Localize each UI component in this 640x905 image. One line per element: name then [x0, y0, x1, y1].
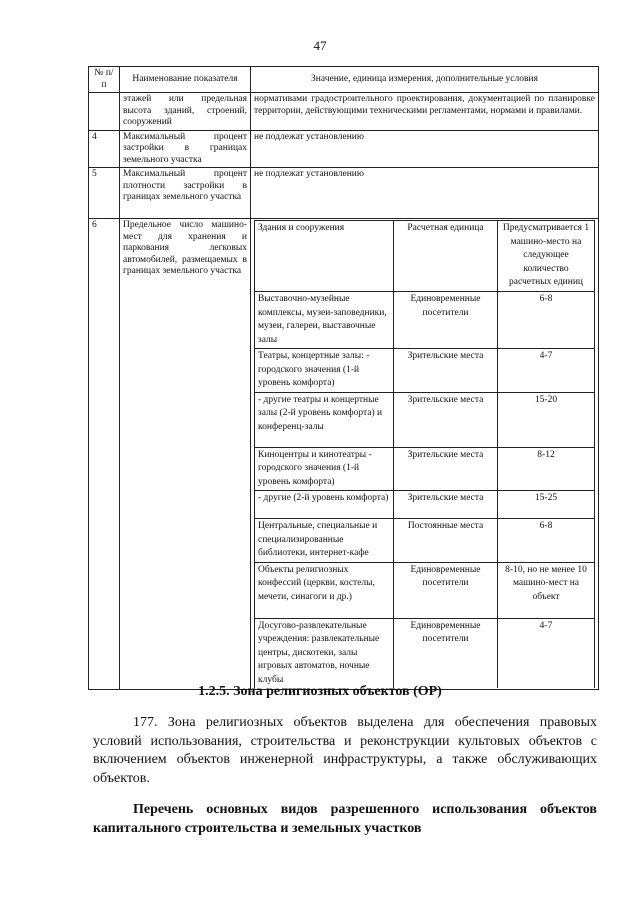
parking-norm: 6-8	[498, 292, 595, 349]
row-value: нормативами градостроительного проектирования, документацией по планировке территории, действующими техническими регламентами, нормами и правилами.	[251, 93, 599, 131]
parking-building: Киноцентры и кинотеатры - городского значения (1-й уровень комфорта)	[255, 447, 394, 491]
parking-norm: 4-7	[498, 618, 595, 688]
row-indicator: Максимальный процент застройки в границах земельного участка	[120, 130, 251, 168]
parking-building: Театры, концертные залы: - городского значения (1-й уровень комфорта)	[255, 349, 394, 393]
parking-row	[255, 447, 595, 491]
list-title: Перечень основных видов разрешенного использования объектов капитального строительства и земельных участков	[93, 802, 597, 836]
parking-row	[255, 491, 595, 519]
parking-norm: 8-10, но не менее 10 машино-мест на объект	[498, 562, 595, 618]
parking-building: Объекты религиозных конфессий (церкви, костелы, мечети, синагоги и др.)	[255, 562, 394, 618]
row-indicator: Максимальный процент плотности застройки в границах земельного участка	[120, 168, 251, 219]
section-title: 1.2.5. Зона религиозных объектов (ОР)	[198, 684, 442, 699]
row-indicator: этажей или предельная высота зданий, строений, сооружений	[120, 93, 251, 131]
parking-norm: 8-12	[498, 447, 595, 491]
parking-header-row	[255, 221, 595, 292]
parking-header-unit: Расчетная единица	[394, 221, 498, 292]
row-num: 6	[89, 219, 120, 690]
row-num: 5	[89, 168, 120, 219]
regulations-table	[88, 66, 599, 690]
table-row	[89, 219, 599, 690]
parking-unit: Постоянные места	[394, 519, 498, 563]
header-num: № п/п	[89, 67, 120, 93]
parking-row	[255, 519, 595, 563]
parking-unit: Зрительские места	[394, 392, 498, 447]
row-indicator: Предельное число машино-мест для хранения и паркования легковых автомобилей, размещаемых в границах земельного участка	[120, 219, 251, 690]
row-num	[89, 93, 120, 131]
row-num: 4	[89, 130, 120, 168]
parking-norms-cell	[251, 219, 599, 690]
parking-unit: Единовременные посетители	[394, 292, 498, 349]
parking-row	[255, 562, 595, 618]
page-number: 47	[313, 38, 327, 53]
header-indicator: Наименование показателя	[120, 67, 251, 93]
parking-unit: Единовременные посетители	[394, 618, 498, 688]
parking-row	[255, 392, 595, 447]
parking-norms-table	[254, 220, 595, 688]
parking-header-building: Здания и сооружения	[255, 221, 394, 292]
parking-building: Выставочно-музейные комплексы, музеи-заповедники, музеи, галереи, выставочные залы	[255, 292, 394, 349]
parking-building: - другие театры и концертные залы (2-й уровень комфорта) и конференц-залы	[255, 392, 394, 447]
parking-unit: Зрительские места	[394, 491, 498, 519]
parking-row	[255, 349, 595, 393]
parking-unit: Зрительские места	[394, 447, 498, 491]
parking-row	[255, 618, 595, 688]
table-row	[89, 168, 599, 219]
row-value: не подлежат установлению	[251, 168, 599, 219]
section-paragraph	[93, 714, 597, 788]
table-row	[89, 93, 599, 131]
parking-norm: 6-8	[498, 519, 595, 563]
parking-building: Досугово-развлекательные учреждения: развлекательные центры, дискотеки, залы игровых автоматов, ночные клубы	[255, 618, 394, 688]
table-header-row	[89, 67, 599, 93]
parking-building: - другие (2-й уровень комфорта)	[255, 491, 394, 519]
paragraph-number: 177.	[133, 715, 158, 730]
parking-unit: Единовременные посетители	[394, 562, 498, 618]
parking-building: Центральные, специальные и специализированные библиотеки, интернет-кафе	[255, 519, 394, 563]
header-value: Значение, единица измерения, дополнительные условия	[251, 67, 599, 93]
parking-norm: 15-20	[498, 392, 595, 447]
paragraph-text: Зона религиозных объектов выделена для обеспечения правовых условий использования, строительства и реконструкции культовых объектов с включением объектов инженерной инфраструктуры, а также обслуживающих объектов.	[93, 715, 598, 786]
parking-row	[255, 292, 595, 349]
parking-header-norm: Предусматривается 1 машино-место на следующее количество расчетных единиц	[498, 221, 595, 292]
parking-unit: Зрительские места	[394, 349, 498, 393]
table-row	[89, 130, 599, 168]
parking-norm: 4-7	[498, 349, 595, 393]
parking-norm: 15-25	[498, 491, 595, 519]
row-value: не подлежат установлению	[251, 130, 599, 168]
